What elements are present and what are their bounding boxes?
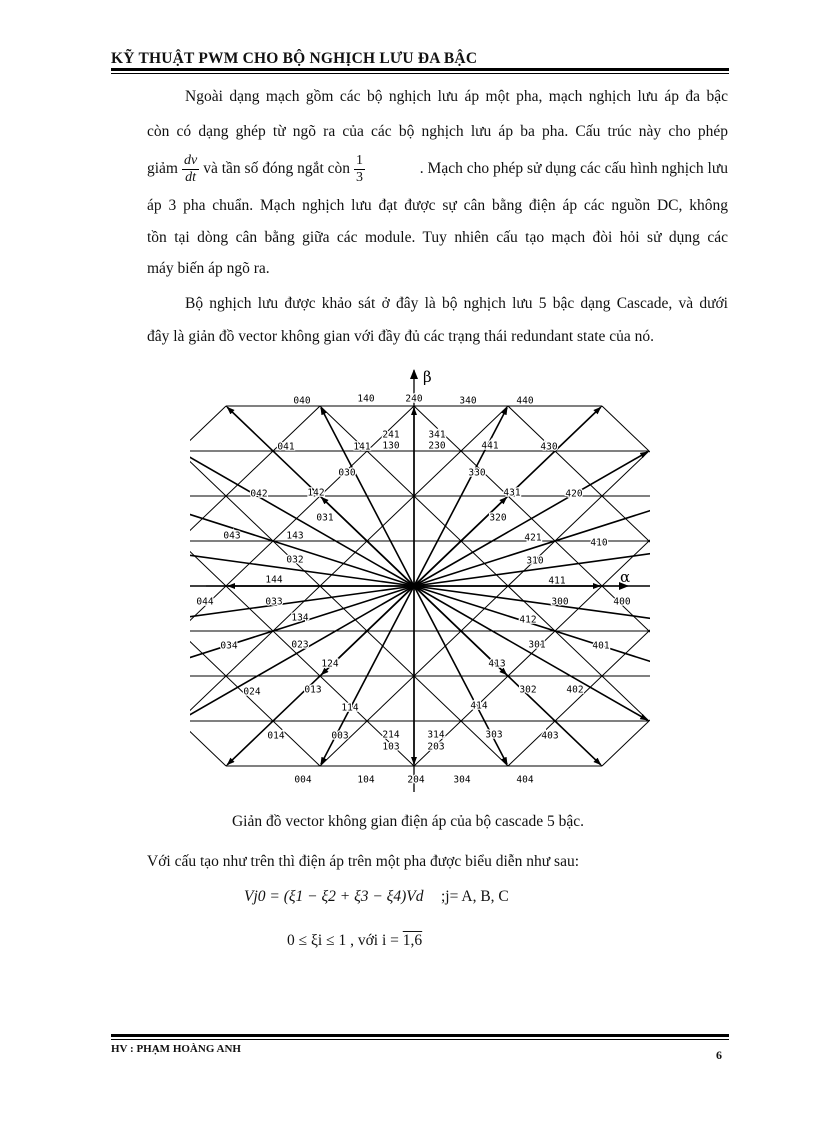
vector-label: 023 — [291, 639, 309, 651]
vector-label: 241 — [382, 429, 400, 441]
vector-label: 303 — [485, 729, 503, 741]
vector-label: 032 — [286, 554, 304, 566]
vector-label: 141 — [353, 441, 371, 453]
vector-label: 114 — [341, 702, 359, 714]
p1-line-3-a: giảm — [147, 160, 178, 178]
voltage-vector-arrow — [190, 586, 414, 720]
xi-range-text: 0 ≤ ξi ≤ 1 , với i = — [287, 932, 399, 949]
vector-label: 431 — [503, 487, 521, 499]
fraction-dv-numerator: dv — [184, 153, 198, 169]
vector-label: 440 — [516, 395, 534, 407]
vector-label: 414 — [470, 700, 488, 712]
page-number: 6 — [716, 1048, 722, 1062]
equation-intro: Với cấu tạo như trên thì điện áp trên một pha được biểu diễn như sau: — [147, 853, 580, 870]
vector-label: 420 — [565, 488, 583, 500]
vector-label: 300 — [551, 596, 569, 608]
phase-voltage-formula: Vj0 = (ξ1 − ξ2 + ξ3 − ξ4)Vd — [244, 888, 424, 905]
figure-caption: Giản đồ vector không gian điện áp của bộ cascade 5 bậc. — [231, 813, 585, 830]
vector-label: 044 — [196, 596, 214, 608]
p1-line-2: còn có dạng ghép từ ngõ ra của các bộ nghịch lưu áp ba pha. Cấu trúc này cho phép — [147, 123, 728, 140]
vector-label: 214 — [382, 729, 400, 741]
footer-author: HV : PHẠM HOÀNG ANH — [111, 1043, 241, 1055]
p1-line-3-b: và tần số đóng ngắt còn — [203, 160, 351, 178]
fraction-dt-denominator: dt — [185, 169, 197, 185]
phase-voltage-formula-tag: ;j= A, B, C — [441, 888, 509, 905]
footer-rule-thick — [111, 1034, 729, 1037]
vector-label: 134 — [291, 612, 309, 624]
vector-label: 034 — [220, 640, 238, 652]
p1-line-4: áp 3 pha chuẩn. Mạch nghịch lưu đạt được sự cân bằng điện áp các nguồn DC, không — [147, 197, 728, 214]
vector-label: 124 — [321, 658, 339, 670]
vector-label: 341 — [428, 429, 446, 441]
vector-label: 014 — [267, 730, 285, 742]
voltage-vector-arrow — [190, 586, 414, 631]
vector-label: 004 — [294, 774, 312, 786]
vector-label: 030 — [338, 467, 356, 479]
fraction-one-third — [354, 153, 365, 185]
vector-label: 031 — [316, 512, 334, 524]
vector-label: 411 — [548, 575, 566, 587]
vector-label: 310 — [526, 555, 544, 567]
alpha-axis-label: α — [620, 568, 631, 586]
beta-axis-label: β — [423, 368, 432, 386]
vector-label: 401 — [592, 640, 610, 652]
vector-label: 404 — [516, 774, 534, 786]
voltage-vector-arrow — [190, 452, 414, 586]
vector-label: 314 — [427, 729, 445, 741]
vector-label: 330 — [468, 467, 486, 479]
vector-label: 240 — [405, 393, 423, 405]
space-vector-diagram — [190, 362, 650, 792]
fraction-1-numerator: 1 — [356, 153, 364, 169]
p1-line-5: tồn tại dòng cân bằng giữa các module. Tuy nhiên cấu tạo mạch đòi hỏi sử dụng các — [147, 229, 728, 246]
vector-label: 103 — [382, 741, 400, 753]
vector-label: 042 — [250, 488, 268, 500]
vector-label: 143 — [286, 530, 304, 542]
vector-label: 104 — [357, 774, 375, 786]
page-header-title: KỸ THUẬT PWM CHO BỘ NGHỊCH LƯU ĐA BẬC — [111, 50, 478, 67]
index-range: 1,6 — [402, 932, 423, 949]
header-rule-thin — [111, 73, 729, 74]
vector-label: 403 — [541, 730, 559, 742]
p1-line-1: Ngoài dạng mạch gồm các bộ nghịch lưu áp một pha, mạch nghịch lưu áp đa bậc — [185, 88, 728, 105]
vector-label: 140 — [357, 393, 375, 405]
vector-label: 040 — [293, 395, 311, 407]
vector-label: 340 — [459, 395, 477, 407]
header-rule-thick — [111, 68, 729, 71]
vector-label: 024 — [243, 686, 261, 698]
vector-label: 400 — [613, 596, 631, 608]
vector-label: 441 — [481, 440, 499, 452]
vector-label: 412 — [519, 614, 537, 626]
vector-label: 043 — [223, 530, 241, 542]
p1-line-3 — [147, 149, 728, 189]
fraction-dv-dt — [182, 153, 199, 185]
vector-label: 130 — [382, 440, 400, 452]
vector-label: 203 — [427, 741, 445, 753]
vector-label: 421 — [524, 532, 542, 544]
p1-line-6: máy biến áp ngõ ra. — [147, 260, 270, 277]
vector-label: 430 — [540, 441, 558, 453]
p2-line-2: đây là giản đồ vector không gian với đầy đủ các trạng thái redundant state của nó. — [147, 328, 655, 345]
footer-rule-thin — [111, 1039, 729, 1040]
xi-range-formula — [287, 932, 422, 950]
fraction-3-denominator: 3 — [356, 169, 364, 185]
p2-line-1: Bộ nghịch lưu được khảo sát ở đây là bộ nghịch lưu 5 bậc dạng Cascade, và dưới — [185, 295, 728, 312]
vector-label: 302 — [519, 684, 537, 696]
vector-label: 142 — [307, 487, 325, 499]
vector-label: 410 — [590, 537, 608, 549]
vector-label: 230 — [428, 440, 446, 452]
grid-line — [190, 541, 320, 766]
vector-label: 320 — [489, 512, 507, 524]
vector-label: 402 — [566, 684, 584, 696]
vector-label: 304 — [453, 774, 471, 786]
vector-label: 301 — [528, 639, 546, 651]
vector-label: 003 — [331, 730, 349, 742]
vector-label: 033 — [265, 596, 283, 608]
vector-label: 413 — [488, 658, 506, 670]
vector-label: 204 — [407, 774, 425, 786]
vector-label: 013 — [304, 684, 322, 696]
p1-line-3-c: . Mạch cho phép sử dụng các cấu hình nghịch lưu — [419, 160, 728, 178]
vector-label: 144 — [265, 574, 283, 586]
vector-label: 041 — [277, 441, 295, 453]
